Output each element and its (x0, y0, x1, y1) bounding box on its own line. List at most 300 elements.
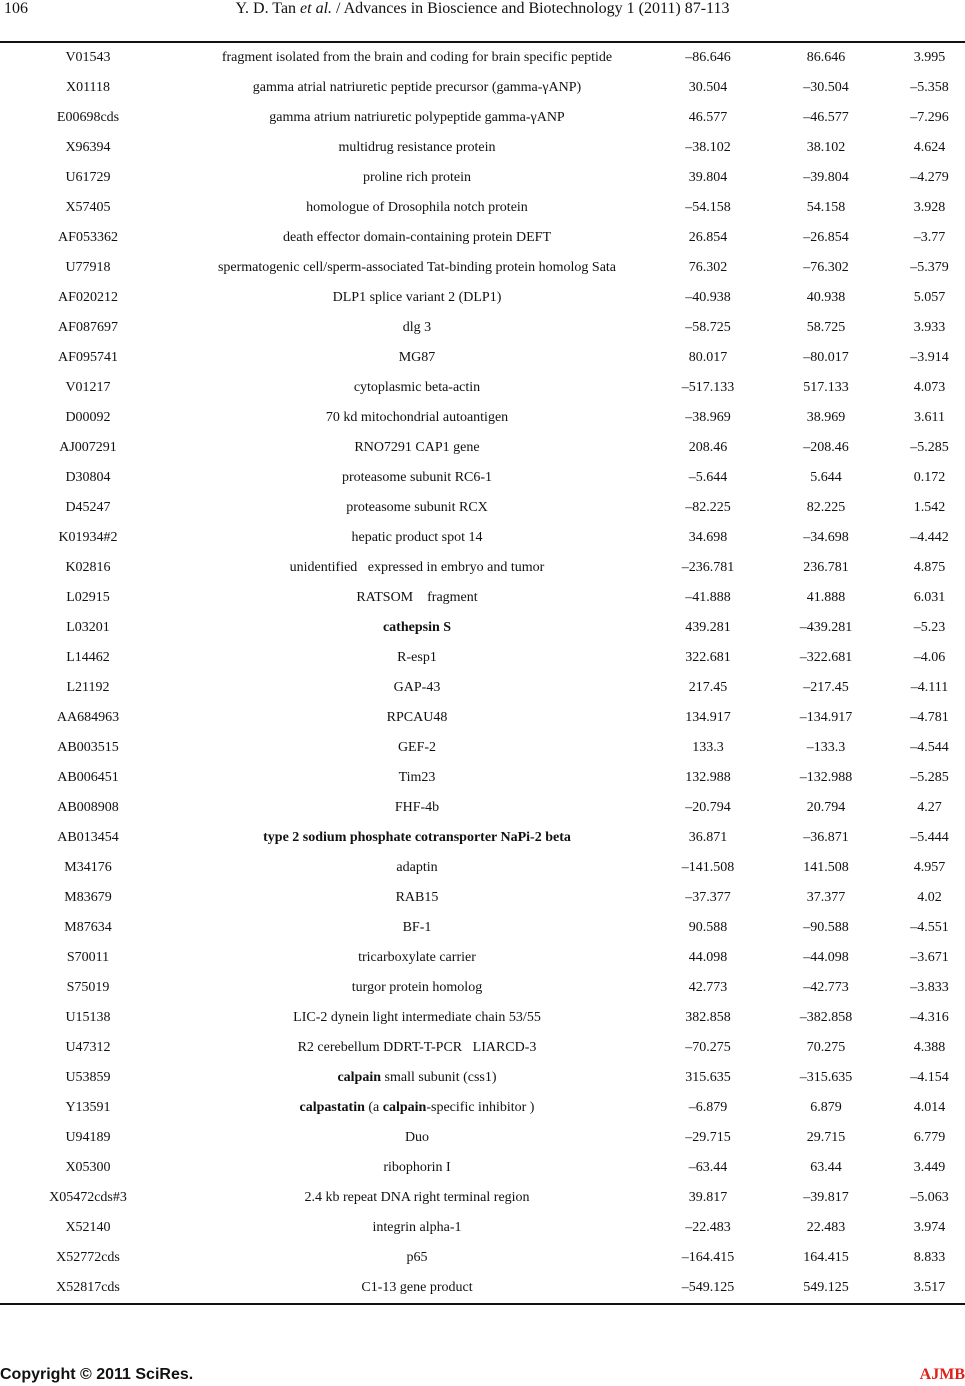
value3-cell: 4.27 (917, 800, 942, 815)
description-text: unidentified expressed in embryo and tumor (289, 560, 545, 575)
running-header-italic: et al. (300, 0, 333, 17)
description-cell (176, 913, 658, 943)
description-text: R2 cerebellum DDRT-T-PCR LIARCD-3 (297, 1040, 537, 1055)
value1-cell: –82.225 (685, 500, 731, 515)
description-bold-text: calpain (382, 1100, 427, 1115)
value2-cell: 29.715 (806, 1130, 846, 1145)
description-cell (176, 193, 658, 223)
value2-cell: –133.3 (806, 740, 846, 755)
value3-cell: –5.285 (910, 770, 949, 785)
description-cell (176, 1213, 658, 1243)
value2-cell: –382.858 (799, 1010, 853, 1025)
accession-cell: L02915 (66, 590, 110, 605)
accession-cell: V01543 (65, 50, 111, 65)
value1-cell: 39.804 (688, 170, 728, 185)
value2-cell: 517.133 (803, 380, 849, 395)
value1-cell: –236.781 (681, 560, 735, 575)
value1-cell: –38.102 (685, 140, 731, 155)
description-cell (176, 43, 658, 73)
value3-cell: –4.154 (910, 1070, 949, 1085)
description-text: GEF-2 (397, 740, 437, 755)
value1-cell: 322.681 (685, 650, 731, 665)
value2-cell: –132.988 (799, 770, 853, 785)
value1-cell: –86.646 (685, 50, 731, 65)
accession-cell: X05300 (65, 1160, 111, 1175)
accession-cell: AF095741 (58, 350, 118, 365)
description-text: hepatic product spot 14 (351, 530, 483, 545)
accession-cell: AF020212 (58, 290, 118, 305)
value2-cell: –42.773 (803, 980, 849, 995)
value1-cell: 26.854 (688, 230, 728, 245)
description-text: LIC-2 dynein light intermediate chain 53/55 (293, 1010, 541, 1025)
value3-cell: 8.833 (913, 1250, 946, 1265)
value3-cell: –5.285 (910, 440, 949, 455)
description-cell (176, 1063, 658, 1093)
table-row (0, 1273, 965, 1303)
description-text: spermatogenic cell/sperm-associated Tat-binding protein homolog Sata (217, 260, 617, 275)
description-text: adaptin (396, 860, 438, 875)
table-row (0, 643, 965, 673)
table-bottom-rule (0, 1303, 965, 1305)
description-cell (176, 433, 658, 463)
accession-cell: S75019 (66, 980, 110, 995)
value3-cell: 0.172 (913, 470, 946, 485)
description-cell (176, 253, 658, 283)
description-cell (176, 643, 658, 673)
value2-cell: 40.938 (806, 290, 846, 305)
value2-cell: 38.969 (806, 410, 846, 425)
value2-cell: 41.888 (806, 590, 846, 605)
description-cell (176, 823, 658, 853)
value3-cell: 3.933 (913, 320, 946, 335)
value3-cell: –4.544 (910, 740, 949, 755)
description-cell (176, 973, 658, 1003)
value3-cell: –5.358 (910, 80, 949, 95)
description-cell (176, 523, 658, 553)
value3-cell: 5.057 (913, 290, 946, 305)
value2-cell: 20.794 (806, 800, 846, 815)
description-text: proteasome subunit RCX (346, 500, 488, 515)
description-text: BF-1 (402, 920, 432, 935)
value1-cell: –164.415 (681, 1250, 735, 1265)
description-text: MG87 (398, 350, 436, 365)
description-text: gamma atrial natriuretic peptide precursor (gamma-γANP) (252, 80, 582, 95)
description-cell (176, 283, 658, 313)
description-text: Tim23 (398, 770, 436, 785)
table-row (0, 853, 965, 883)
table-row (0, 163, 965, 193)
value1-cell: 134.917 (685, 710, 731, 725)
accession-cell: U53859 (65, 1070, 111, 1085)
description-cell (176, 1093, 658, 1123)
accession-cell: D30804 (65, 470, 111, 485)
accession-cell: X57405 (65, 200, 111, 215)
running-header (0, 0, 965, 18)
table-row (0, 223, 965, 253)
table-row (0, 793, 965, 823)
description-cell (176, 793, 658, 823)
value3-cell: 3.995 (913, 50, 946, 65)
description-cell (176, 133, 658, 163)
value2-cell: 58.725 (806, 320, 846, 335)
value3-cell: 4.624 (913, 140, 946, 155)
value2-cell: 82.225 (806, 500, 846, 515)
description-cell (176, 613, 658, 643)
description-cell (176, 553, 658, 583)
value1-cell: –141.508 (681, 860, 735, 875)
table-row (0, 343, 965, 373)
accession-cell: AA684963 (56, 710, 120, 725)
accession-cell: E00698cds (56, 110, 120, 125)
description-text: homologue of Drosophila notch protein (306, 200, 528, 215)
accession-cell: S70011 (66, 950, 110, 965)
description-text: cytoplasmic beta-actin (353, 380, 481, 395)
table-row (0, 193, 965, 223)
value1-cell: –517.133 (681, 380, 735, 395)
description-cell (176, 1153, 658, 1183)
value1-cell: 132.988 (685, 770, 731, 785)
value3-cell: –5.23 (913, 620, 946, 635)
accession-cell: V01217 (65, 380, 111, 395)
table-row (0, 553, 965, 583)
value1-cell: 30.504 (688, 80, 728, 95)
value1-cell: 34.698 (688, 530, 728, 545)
value2-cell: 164.415 (803, 1250, 849, 1265)
description-text: RATSOM fragment (356, 590, 478, 605)
description-cell (176, 1183, 658, 1213)
description-text: small subunit (css1) (381, 1070, 497, 1085)
value3-cell: 6.031 (913, 590, 946, 605)
description-cell (176, 703, 658, 733)
value1-cell: 133.3 (692, 740, 724, 755)
value2-cell: –322.681 (799, 650, 853, 665)
value2-cell: 6.879 (810, 1100, 842, 1115)
value2-cell: –439.281 (799, 620, 853, 635)
table-row (0, 673, 965, 703)
value2-cell: –39.804 (803, 170, 849, 185)
accession-cell: M87634 (64, 920, 112, 935)
accession-cell: Y13591 (65, 1100, 111, 1115)
table-row (0, 1243, 965, 1273)
accession-cell: AB003515 (57, 740, 119, 755)
description-cell (176, 883, 658, 913)
accession-cell: AB013454 (57, 830, 119, 845)
description-cell (176, 103, 658, 133)
value3-cell: –7.296 (910, 110, 949, 125)
description-text: proline rich protein (362, 170, 472, 185)
value2-cell: 86.646 (806, 50, 846, 65)
description-text: p65 (406, 1250, 428, 1265)
description-cell (176, 223, 658, 253)
accession-cell: X52772cds (56, 1250, 120, 1265)
accession-cell: U61729 (65, 170, 111, 185)
value1-cell: –5.644 (688, 470, 728, 485)
description-cell (176, 373, 658, 403)
accession-cell: K01934#2 (58, 530, 118, 545)
table-row (0, 973, 965, 1003)
table-row (0, 583, 965, 613)
table-row (0, 613, 965, 643)
description-text: FHF-4b (394, 800, 440, 815)
value2-cell: –80.017 (803, 350, 849, 365)
accession-cell: AB008908 (57, 800, 119, 815)
value2-cell: –26.854 (803, 230, 849, 245)
value1-cell: 36.871 (688, 830, 728, 845)
accession-cell: U15138 (65, 1010, 111, 1025)
value2-cell: 236.781 (803, 560, 849, 575)
table-row (0, 133, 965, 163)
running-header-prefix: Y. D. Tan (235, 0, 301, 17)
journal-abbrev: AJMB (919, 1366, 965, 1383)
table-row (0, 253, 965, 283)
value3-cell: –5.444 (910, 830, 949, 845)
value2-cell: 70.275 (806, 1040, 846, 1055)
value1-cell: –20.794 (685, 800, 731, 815)
value3-cell: –4.316 (910, 1010, 949, 1025)
description-cell (176, 733, 658, 763)
accession-cell: U47312 (65, 1040, 111, 1055)
table-row (0, 283, 965, 313)
value3-cell: 3.611 (914, 410, 945, 425)
value1-cell: 315.635 (685, 1070, 731, 1085)
table-row (0, 103, 965, 133)
table-row (0, 1093, 965, 1123)
description-bold-text: calpain (337, 1070, 382, 1085)
description-cell (176, 1123, 658, 1153)
value3-cell: 4.388 (913, 1040, 946, 1055)
description-text: turgor protein homolog (351, 980, 483, 995)
table-row (0, 313, 965, 343)
value3-cell: 4.073 (913, 380, 946, 395)
description-text: R-esp1 (397, 650, 437, 665)
value2-cell: 38.102 (806, 140, 846, 155)
value1-cell: 80.017 (688, 350, 728, 365)
accession-cell: M83679 (64, 890, 112, 905)
description-cell (176, 583, 658, 613)
value2-cell: 22.483 (806, 1220, 846, 1235)
value2-cell: 5.644 (810, 470, 842, 485)
accession-cell: X05472cds#3 (49, 1190, 127, 1205)
value1-cell: –22.483 (685, 1220, 731, 1235)
table-row (0, 373, 965, 403)
value3-cell: 3.974 (913, 1220, 946, 1235)
description-cell (176, 1273, 658, 1303)
value3-cell: –5.379 (910, 260, 949, 275)
value2-cell: –90.588 (803, 920, 849, 935)
value2-cell: –217.45 (803, 680, 849, 695)
table-row (0, 523, 965, 553)
value2-cell: 63.44 (810, 1160, 842, 1175)
description-text: RAB15 (395, 890, 439, 905)
value2-cell: 141.508 (803, 860, 849, 875)
accession-cell: X96394 (65, 140, 111, 155)
table-row (0, 493, 965, 523)
value3-cell: 3.449 (913, 1160, 946, 1175)
value1-cell: –37.377 (685, 890, 731, 905)
description-cell (176, 463, 658, 493)
description-text: GAP-43 (393, 680, 441, 695)
value2-cell: 549.125 (803, 1280, 849, 1295)
accession-cell: U94189 (65, 1130, 111, 1145)
value3-cell: 4.014 (913, 1100, 946, 1115)
description-text: dlg 3 (402, 320, 432, 335)
description-text: (a (364, 1100, 383, 1115)
value3-cell: 1.542 (913, 500, 946, 515)
description-text: Duo (404, 1130, 430, 1145)
description-cell (176, 493, 658, 523)
value3-cell: –4.551 (910, 920, 949, 935)
value2-cell: –44.098 (803, 950, 849, 965)
value1-cell: 439.281 (685, 620, 731, 635)
description-text: RPCAU48 (386, 710, 448, 725)
value1-cell: –41.888 (685, 590, 731, 605)
value3-cell: 6.779 (913, 1130, 946, 1145)
value3-cell: –4.442 (910, 530, 949, 545)
description-cell (176, 943, 658, 973)
value2-cell: 54.158 (806, 200, 846, 215)
description-cell (176, 1243, 658, 1273)
value3-cell: –4.06 (913, 650, 946, 665)
accession-cell: AJ007291 (59, 440, 117, 455)
table-row (0, 403, 965, 433)
value3-cell: –4.279 (910, 170, 949, 185)
table-row (0, 43, 965, 73)
table-row (0, 823, 965, 853)
accession-cell: D45247 (65, 500, 111, 515)
table-row (0, 1213, 965, 1243)
description-bold-text: calpastatin (299, 1100, 365, 1115)
description-cell (176, 73, 658, 103)
table-row (0, 1033, 965, 1063)
description-cell (176, 343, 658, 373)
description-cell (176, 853, 658, 883)
accession-cell: L21192 (66, 680, 110, 695)
value3-cell: –4.781 (910, 710, 949, 725)
table-row (0, 913, 965, 943)
value1-cell: 39.817 (688, 1190, 728, 1205)
description-cell (176, 763, 658, 793)
value2-cell: –134.917 (799, 710, 853, 725)
running-header-suffix: / Advances in Bioscience and Biotechnology 1 (2011) 87-113 (332, 0, 730, 17)
value1-cell: 217.45 (688, 680, 728, 695)
value1-cell: –549.125 (681, 1280, 735, 1295)
value1-cell: –58.725 (685, 320, 731, 335)
value1-cell: 46.577 (688, 110, 728, 125)
table-row (0, 433, 965, 463)
value1-cell: –38.969 (685, 410, 731, 425)
value1-cell: –54.158 (685, 200, 731, 215)
table-row (0, 1153, 965, 1183)
description-text: fragment isolated from the brain and coding for brain specific peptide (221, 50, 613, 65)
value1-cell: –29.715 (685, 1130, 731, 1145)
value1-cell: –6.879 (688, 1100, 728, 1115)
accession-cell: M34176 (64, 860, 112, 875)
table-row (0, 703, 965, 733)
description-cell (176, 313, 658, 343)
description-text: 70 kd mitochondrial autoantigen (325, 410, 509, 425)
value2-cell: –34.698 (803, 530, 849, 545)
value2-cell: –30.504 (803, 80, 849, 95)
value3-cell: –3.833 (910, 980, 949, 995)
table-row (0, 943, 965, 973)
value2-cell: –39.817 (803, 1190, 849, 1205)
accession-cell: AF053362 (58, 230, 118, 245)
description-text: integrin alpha-1 (372, 1220, 462, 1235)
description-bold-text: type 2 sodium phosphate cotransporter NaPi-2 beta (263, 830, 571, 845)
table-row (0, 1183, 965, 1213)
page-number: 106 (4, 0, 28, 17)
value3-cell: –5.063 (910, 1190, 949, 1205)
description-text: C1-13 gene product (361, 1280, 473, 1295)
accession-cell: D00092 (65, 410, 111, 425)
description-cell (176, 1003, 658, 1033)
value3-cell: 4.875 (913, 560, 946, 575)
value1-cell: –63.44 (688, 1160, 728, 1175)
accession-cell: L14462 (66, 650, 110, 665)
accession-cell: L03201 (66, 620, 110, 635)
description-cell (176, 163, 658, 193)
value1-cell: –70.275 (685, 1040, 731, 1055)
value2-cell: –36.871 (803, 830, 849, 845)
copyright: Copyright © 2011 SciRes. (0, 1366, 194, 1383)
description-text: tricarboxylate carrier (358, 950, 476, 965)
value1-cell: 76.302 (688, 260, 728, 275)
value3-cell: –4.111 (910, 680, 949, 695)
value1-cell: 90.588 (688, 920, 728, 935)
value2-cell: –315.635 (799, 1070, 853, 1085)
description-text: proteasome subunit RC6-1 (341, 470, 493, 485)
description-text: 2.4 kb repeat DNA right terminal region (304, 1190, 530, 1205)
description-cell (176, 1033, 658, 1063)
accession-cell: X52140 (65, 1220, 111, 1235)
value3-cell: –3.914 (910, 350, 949, 365)
value2-cell: –46.577 (803, 110, 849, 125)
description-text: ribophorin I (383, 1160, 451, 1175)
description-text: -specific inhibitor ) (426, 1100, 535, 1115)
value3-cell: 4.957 (913, 860, 946, 875)
accession-cell: X01118 (65, 80, 111, 95)
value3-cell: 3.517 (913, 1280, 946, 1295)
value1-cell: –40.938 (685, 290, 731, 305)
description-text: death effector domain-containing protein DEFT (283, 230, 551, 245)
accession-cell: X52817cds (56, 1280, 120, 1295)
description-text: multidrug resistance protein (338, 140, 496, 155)
table-row (0, 1003, 965, 1033)
value1-cell: 208.46 (688, 440, 728, 455)
accession-cell: K02816 (65, 560, 111, 575)
value3-cell: 3.928 (913, 200, 946, 215)
value1-cell: 44.098 (688, 950, 728, 965)
table-row (0, 73, 965, 103)
description-bold-text: cathepsin S (382, 620, 452, 635)
table-row (0, 763, 965, 793)
value3-cell: –3.77 (913, 230, 946, 245)
description-text: DLP1 splice variant 2 (DLP1) (332, 290, 502, 305)
description-cell (176, 403, 658, 433)
accession-cell: AF087697 (58, 320, 118, 335)
value2-cell: –208.46 (803, 440, 849, 455)
value1-cell: 382.858 (685, 1010, 731, 1025)
table-row (0, 463, 965, 493)
value2-cell: 37.377 (806, 890, 846, 905)
description-cell (176, 673, 658, 703)
table-row (0, 733, 965, 763)
value3-cell: –3.671 (910, 950, 949, 965)
value3-cell: 4.02 (917, 890, 942, 905)
table-row (0, 883, 965, 913)
data-table (0, 43, 965, 1303)
accession-cell: AB006451 (57, 770, 119, 785)
